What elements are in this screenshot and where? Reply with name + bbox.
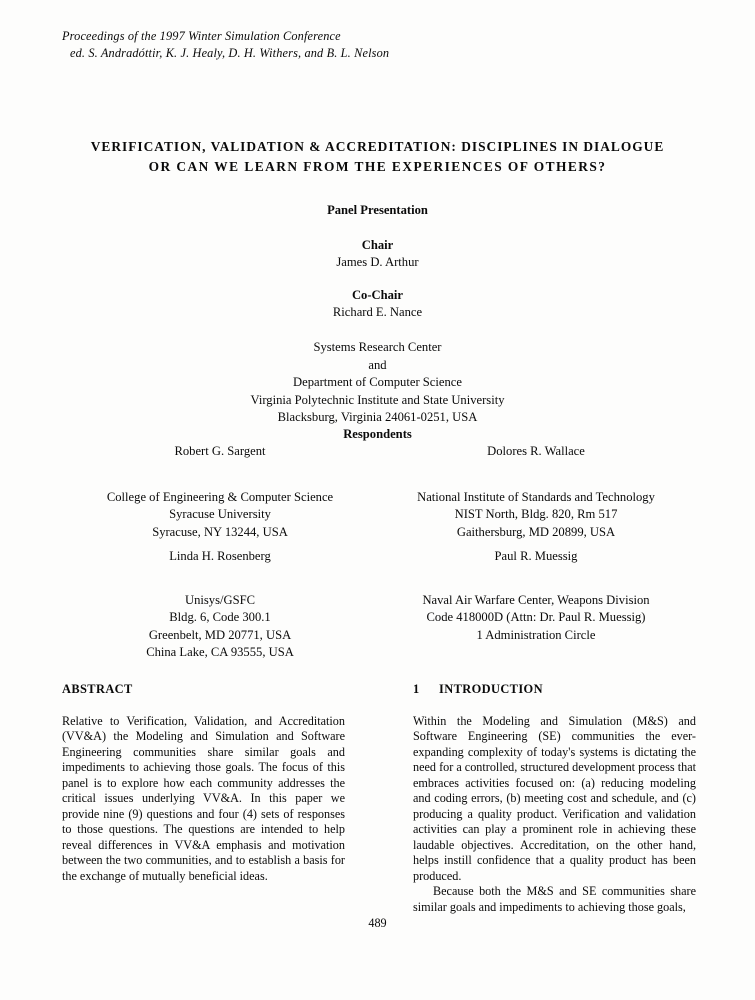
cochair-name: Richard E. Nance — [332, 305, 423, 320]
affiliation-line: Blacksburg, Virginia 24061-0251, USA — [277, 410, 478, 425]
affiliation-line: Department of Computer Science — [293, 375, 462, 390]
abstract-column — [62, 682, 345, 915]
spacer — [0, 220, 755, 237]
respondents-row-2 — [62, 548, 694, 662]
panel-presentation-label: Panel Presentation — [327, 203, 428, 217]
respondent-name: Paul R. Muessig — [494, 549, 578, 563]
respondent-affiliation-line: Bldg. 6, Code 300.1 — [169, 610, 271, 625]
respondent-affiliation-line: Code 418000D (Attn: Dr. Paul R. Muessig) — [426, 610, 646, 625]
introduction-paragraph-2: Because both the M&S and SE communities share similar goals and impediments to achieving those goals, — [413, 884, 696, 914]
respondent-entry — [378, 548, 694, 662]
respondent-name: Robert G. Sargent — [174, 444, 266, 458]
page-number: 489 — [368, 916, 387, 930]
respondent-entry — [378, 443, 694, 541]
affiliation-line: Systems Research Center — [313, 339, 442, 354]
introduction-heading — [413, 682, 696, 698]
respondent-affiliation-line: Greenbelt, MD 20771, USA — [148, 627, 292, 642]
affiliation-line: and — [368, 357, 387, 372]
introduction-heading-label: INTRODUCTION — [439, 682, 543, 696]
page-title — [0, 137, 755, 177]
respondent-entry — [62, 443, 378, 541]
chair-name: James D. Arthur — [336, 255, 419, 270]
respondent-affiliation-line: Syracuse, NY 13244, USA — [152, 524, 288, 539]
respondent-entry — [62, 548, 378, 662]
respondent-affiliation-line: National Institute of Standards and Technology — [417, 489, 655, 504]
abstract-paragraph: Relative to Verification, Validation, and Accreditation (VV&A) the Modeling and Simulation and Software Engineering communities share similar goals and impediments to achieving those goals. The focus of this panel is to explore how each community addresses the critical issues underlying VV&A. In this paper we provide nine (9) questions and four (4) sets of responses to those questions. The questions are intended to help reveal differences in VV&A emphasis and motivation between the two communities, and to establish a basis for the exchange of mutually beneficial ideas. — [62, 713, 345, 883]
respondent-name: Linda H. Rosenberg — [169, 549, 271, 563]
running-header — [62, 28, 662, 61]
running-header-line1: Proceedings of the 1997 Winter Simulation Conference — [62, 29, 341, 43]
page-title-line1: VERIFICATION, VALIDATION & ACCREDITATION: DISCIPLINES IN DIALOGUE — [90, 139, 665, 154]
respondent-affiliation-line: NIST North, Bldg. 820, Rm 517 — [454, 507, 618, 522]
respondent-name: Dolores R. Wallace — [487, 444, 585, 458]
spacer — [0, 272, 755, 287]
affiliation-line: Virginia Polytechnic Institute and State University — [250, 392, 505, 407]
respondent-affiliation-line: Unisys/GSFC — [185, 592, 255, 607]
cochair-label: Co-Chair — [351, 287, 404, 302]
respondents-heading: Respondents — [343, 427, 412, 441]
spacer — [0, 322, 755, 339]
chair-label: Chair — [361, 237, 394, 252]
respondent-affiliation-line: Gaithersburg, MD 20899, USA — [456, 524, 616, 539]
respondent-affiliation-line: 1 Administration Circle — [476, 627, 596, 642]
introduction-paragraph-1: Within the Modeling and Simulation (M&S) and Software Engineering (SE) communities the ever-expanding complexity of today's systems is dictating the need for a controlled, structured development process that embraces activities focused on: (a) reducing modeling and coding errors, (b) meeting cost and schedule, and (c) producing a quality product. Verification and validation activities can play a prominent role in achieving these laudable objectives. Accreditation, on the other hand, helps instill confidence that a quality product has been produced. — [413, 713, 696, 883]
front-matter — [0, 202, 755, 427]
respondent-affiliation-line: Syracuse University — [169, 507, 271, 522]
respondent-affiliation-line: China Lake, CA 93555, USA — [146, 645, 294, 660]
running-header-line2: ed. S. Andradóttir, K. J. Healy, D. H. Withers, and B. L. Nelson — [70, 45, 390, 60]
section-number: 1 — [413, 682, 420, 696]
respondents-row-1 — [62, 443, 694, 541]
abstract-heading-label: ABSTRACT — [62, 682, 133, 696]
introduction-column — [413, 682, 696, 915]
respondent-affiliation-line: Naval Air Warfare Center, Weapons Division — [422, 592, 650, 607]
respondent-affiliation-line: College of Engineering & Computer Science — [106, 489, 334, 504]
abstract-heading — [62, 682, 345, 698]
page-title-line2: OR CAN WE LEARN FROM THE EXPERIENCES OF OTHERS? — [148, 159, 607, 174]
body-columns — [62, 682, 696, 915]
